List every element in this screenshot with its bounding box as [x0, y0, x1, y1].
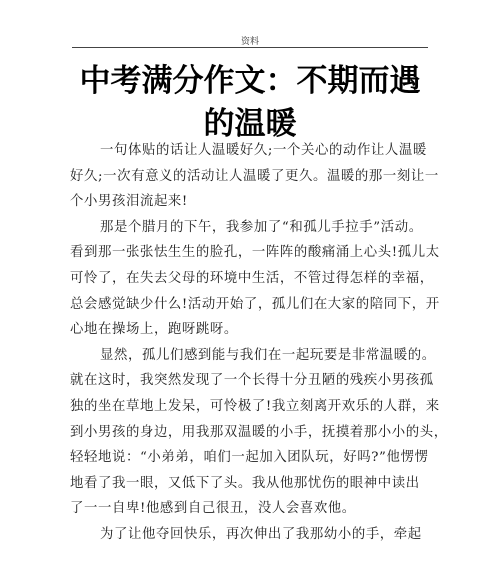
paragraph-line: 个小男孩泪流起来!: [70, 194, 188, 210]
paragraph-line: 那是个腊月的下午，我参加了“和孤儿手拉手”活动。: [100, 219, 423, 235]
paragraph-line: 到小男孩的身边，用我那双温暖的小手，抚摸着那小小的头，: [70, 424, 448, 440]
paragraph-line: 一句体贴的话让人温暖好久;一个关心的动作让人温暖: [100, 143, 427, 158]
paragraph-line: 心地在操场上，跑呀跳呀。: [70, 322, 238, 338]
paragraph-line: 显然，孤儿们感到能与我们在一起玩要是非常温暖的。: [100, 347, 436, 363]
page-header-label: 资料: [240, 37, 259, 47]
paragraph-4: [70, 522, 430, 548]
paragraph-line: 好久;一次有意义的活动让人温暖了更久。温暖的那一刻让一: [70, 168, 439, 184]
paragraph-2: [70, 215, 440, 343]
article-title-line-1: 中考满分作文：不期而遇: [79, 63, 421, 99]
paragraph-3: [70, 343, 448, 522]
header-divider: [72, 47, 428, 48]
paragraph-line: 地看了我一眼，又低下了头。我从他那忧伤的眼神中读出: [70, 475, 420, 491]
paragraph-line: 总会感觉缺少什么!活动开始了，孤儿们在大家的陪同下，开: [70, 296, 440, 312]
paragraph-line: 独的坐在草地上发呆，可怜极了!我立刻离开欢乐的人群，来: [70, 398, 440, 414]
paragraph-line: 为了让他夺回快乐，再次伸出了我那幼小的手，牵起: [100, 526, 422, 542]
paragraph-line: 了一一自卑!他感到自己很丑，没人会喜欢他。: [70, 501, 356, 517]
paragraph-1: [70, 138, 439, 215]
article-title: [60, 60, 440, 146]
paragraph-line: 可怜了，在失去父母的环境中生活，不管过得怎样的幸福，: [70, 270, 434, 286]
paragraph-line: 看到那一张张怯生生的脸孔，一阵阵的酸痛涌上心头!孤儿太: [70, 245, 440, 261]
article-title-line-2: 的温暖: [203, 106, 297, 142]
article-body: [70, 138, 448, 548]
paragraph-line: 就在这时，我突然发现了一个长得十分丑陋的残疾小男孩孤: [70, 373, 434, 389]
paragraph-line: 轻轻地说：“小弟弟，咱们一起加入团队玩，好吗?”他愣愣: [70, 450, 429, 466]
